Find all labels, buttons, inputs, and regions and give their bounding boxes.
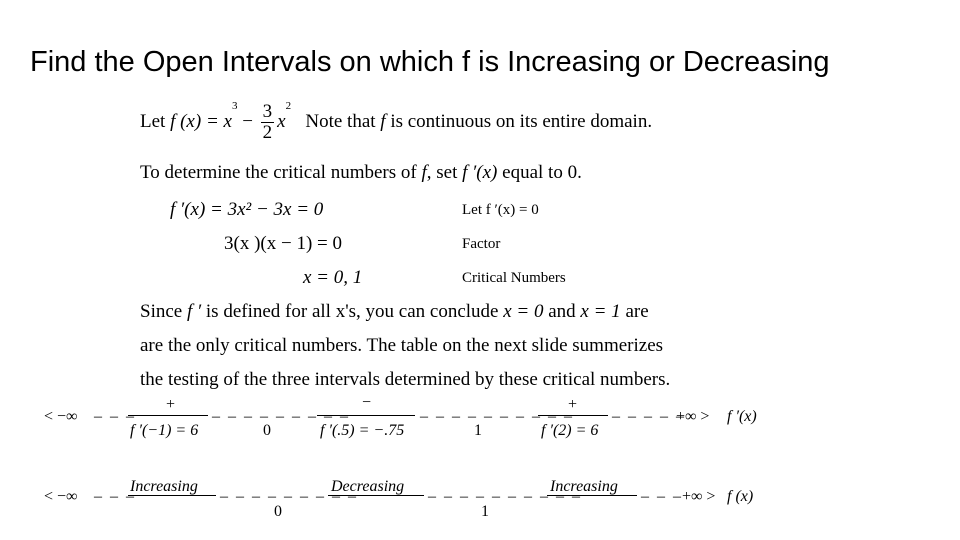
f-critical-point-1: 1 (481, 503, 489, 520)
determine-f: f (421, 162, 427, 183)
function-definition-line (140, 102, 652, 143)
determine-text: To determine the critical numbers of (140, 162, 417, 183)
since-are: are (625, 301, 649, 322)
since-x1: x = 1 (580, 301, 621, 322)
note-f: f (380, 110, 386, 132)
line2-bar-3 (547, 495, 637, 496)
since-line-3: the testing of the three intervals determined by these critical numbers. (140, 369, 671, 390)
line2-dashes-b: – – – – – – – – – (220, 488, 358, 505)
line2-bar-2 (328, 495, 424, 496)
step-note-factor: Factor (462, 236, 501, 252)
line1-bar-1 (128, 415, 208, 416)
sign-2: − (362, 394, 372, 411)
let-text: Let (140, 110, 166, 132)
line1-end: +∞ > (676, 408, 710, 425)
since-x0: x = 0 (503, 301, 544, 322)
since-fprime: f ′ (186, 301, 202, 322)
square-exponent: 2 (285, 100, 292, 112)
since-text: Since (140, 301, 183, 322)
determine-line (140, 162, 582, 184)
x-term: x (277, 110, 286, 132)
line1-bar-3 (538, 415, 608, 416)
line2-dashes-a: – – – (94, 488, 136, 505)
fraction-numerator: 3 (262, 101, 273, 122)
function-expression: f (x) = x (170, 110, 232, 132)
line1-start: < −∞ (44, 408, 78, 425)
fraction-denominator: 2 (262, 122, 273, 143)
line2-start: < −∞ (44, 488, 78, 505)
line2-label: f (x) (727, 488, 754, 505)
critical-point-1: 1 (474, 422, 482, 439)
line2-end: +∞ > (682, 488, 716, 505)
test-value-2: f ′(.5) = −.75 (320, 422, 405, 439)
fprime-expression: f ′(x) (462, 162, 498, 183)
step-note-let: Let f ′(x) = 0 (462, 202, 539, 218)
step-note-critical: Critical Numbers (462, 270, 566, 286)
note-rest: is continuous on its entire domain. (390, 110, 653, 132)
line1-dashes-c: – – – – – – – – – – (420, 408, 574, 425)
cube-exponent: 3 (231, 100, 238, 112)
equation-critical: x = 0, 1 (303, 267, 363, 288)
since-and: and (548, 301, 576, 322)
minus-sign: − (242, 110, 253, 132)
slide-title: Find the Open Intervals on which f is Increasing or Decreasing (30, 46, 830, 78)
line1-dashes-a: – – – (94, 408, 136, 425)
line1-dashes-b: – – – – – – – – – (212, 408, 350, 425)
since-line-1 (140, 301, 649, 323)
sign-1: + (166, 396, 176, 413)
line1-bar-2 (317, 415, 415, 416)
equation-factored: 3(x )(x − 1) = 0 (224, 233, 342, 254)
line2-dashes-d: – – – (641, 488, 683, 505)
line1-label: f ′(x) (727, 408, 757, 425)
behavior-1: Increasing (130, 478, 198, 495)
note-text: Note that (305, 110, 376, 132)
fraction (261, 102, 275, 143)
equal-zero-text: equal to 0. (502, 162, 582, 183)
behavior-3: Increasing (550, 478, 618, 495)
since-defined-text: is defined for all x's, you can conclude (205, 301, 499, 322)
set-text: , set (426, 162, 458, 183)
test-value-1: f ′(−1) = 6 (130, 422, 199, 439)
critical-point-0: 0 (263, 422, 271, 439)
f-critical-point-0: 0 (274, 503, 282, 520)
behavior-2: Decreasing (331, 478, 405, 495)
test-value-3: f ′(2) = 6 (541, 422, 599, 439)
line2-dashes-c: – – – – – – – – – – (428, 488, 582, 505)
line2-bar-1 (128, 495, 216, 496)
since-line-2: are the only critical numbers. The table on the next slide summerizes (140, 335, 664, 356)
line1-dashes-d: – – – – – (612, 408, 686, 425)
sign-3: + (568, 396, 578, 413)
equation-derivative: f ′(x) = 3x² − 3x = 0 (170, 199, 324, 220)
